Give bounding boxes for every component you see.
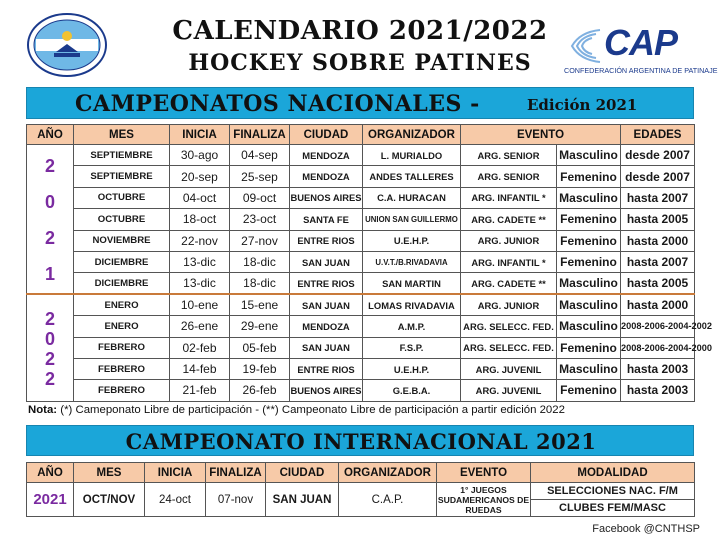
cell-inicia: 26-ene xyxy=(170,316,230,337)
cell-edades: hasta 2000 xyxy=(621,294,695,315)
table-row xyxy=(27,187,695,208)
cell-finaliza: 07-nov xyxy=(206,483,266,517)
cell-mes: DICIEMBRE xyxy=(74,273,170,294)
col-evento: EVENTO xyxy=(437,463,531,483)
cell-mes: OCT/NOV xyxy=(74,483,145,517)
cell-inicia: 14-feb xyxy=(170,358,230,379)
cell-edades: 2008-2006-2004-2002 xyxy=(621,316,695,337)
cell-evento: ARG. JUNIOR xyxy=(461,230,557,251)
cell-ciudad: MENDOZA xyxy=(290,316,363,337)
cell-evento: ARG. SELECC. FED. xyxy=(461,316,557,337)
col-inicia: INICIA xyxy=(170,125,230,145)
cell-finaliza: 27-nov xyxy=(230,230,290,251)
cell-evento: ARG. SELECC. FED. xyxy=(461,337,557,358)
cell-organizador: C.A. HURACAN xyxy=(363,187,461,208)
cell-genero: Masculino xyxy=(557,187,621,208)
cell-ciudad: BUENOS AIRES xyxy=(290,187,363,208)
cell-genero: Masculino xyxy=(557,294,621,315)
col-edades: EDADES xyxy=(621,125,695,145)
cell-inicia: 13-dic xyxy=(170,273,230,294)
cell-ciudad: ENTRE RIOS xyxy=(290,358,363,379)
cell-inicia: 21-feb xyxy=(170,380,230,401)
cell-finaliza: 19-feb xyxy=(230,358,290,379)
cell-edades: desde 2007 xyxy=(621,145,695,166)
col-inicia: INICIA xyxy=(145,463,206,483)
cell-inicia: 18-oct xyxy=(170,209,230,230)
year-digit: 0 xyxy=(44,192,55,213)
year-digit: 2 xyxy=(44,308,55,329)
cell-evento: ARG. JUNIOR xyxy=(461,294,557,315)
year-2021-label xyxy=(27,145,74,295)
cell-mes: FEBRERO xyxy=(74,358,170,379)
cell-edades: hasta 2005 xyxy=(621,209,695,230)
cell-inicia: 22-nov xyxy=(170,230,230,251)
cell-finaliza: 09-oct xyxy=(230,187,290,208)
cell-genero: Femenino xyxy=(557,251,621,272)
cell-genero: Femenino xyxy=(557,166,621,187)
cell-evento: ARG. JUVENIL xyxy=(461,358,557,379)
cap-lines-icon xyxy=(560,24,606,68)
facebook-credit: Facebook @CNTHSP xyxy=(592,523,700,535)
cell-edades: 2008-2006-2004-2000 xyxy=(621,337,695,358)
cell-genero: Masculino xyxy=(557,145,621,166)
cell-anio: 2021 xyxy=(27,483,74,517)
cell-ciudad: ENTRE RIOS xyxy=(290,273,363,294)
internacional-banner-title: CAMPEONATO INTERNACIONAL 2021 xyxy=(125,429,597,454)
cell-organizador: U.E.H.P. xyxy=(363,358,461,379)
cell-mes: FEBRERO xyxy=(74,337,170,358)
table-header-row xyxy=(27,125,695,145)
col-ciudad: CIUDAD xyxy=(290,125,363,145)
table-header-row xyxy=(27,463,695,483)
cell-ciudad: MENDOZA xyxy=(290,166,363,187)
cell-genero: Femenino xyxy=(557,337,621,358)
cell-evento: ARG. SENIOR xyxy=(461,166,557,187)
cell-genero: Masculino xyxy=(557,273,621,294)
cell-organizador: SAN MARTIN xyxy=(363,273,461,294)
cell-ciudad: SAN JUAN xyxy=(290,294,363,315)
table-row xyxy=(27,145,695,166)
cell-mes: ENERO xyxy=(74,294,170,315)
cell-modalidad-1: SELECCIONES NAC. F/M xyxy=(531,483,695,500)
internacional-banner xyxy=(26,425,694,456)
year-digit: 2 xyxy=(44,228,55,249)
col-organizador: ORGANIZADOR xyxy=(363,125,461,145)
cell-organizador: A.M.P. xyxy=(363,316,461,337)
table-row xyxy=(27,483,695,500)
cell-evento: ARG. JUVENIL xyxy=(461,380,557,401)
cell-edades: hasta 2000 xyxy=(621,230,695,251)
col-modalidad: MODALIDAD xyxy=(531,463,695,483)
cell-inicia: 02-feb xyxy=(170,337,230,358)
cell-mes: OCTUBRE xyxy=(74,209,170,230)
calendar-subtitle: HOCKEY SOBRE PATINES xyxy=(188,50,532,76)
cell-organizador: UNION SAN GUILLERMO xyxy=(363,209,461,230)
col-organizador: ORGANIZADOR xyxy=(339,463,437,483)
cell-genero: Femenino xyxy=(557,230,621,251)
cap-logo xyxy=(560,20,720,80)
col-finaliza: FINALIZA xyxy=(230,125,290,145)
table-row xyxy=(27,230,695,251)
cell-genero: Femenino xyxy=(557,380,621,401)
calendar-title: CALENDARIO 2021/2022 xyxy=(172,16,548,46)
cell-organizador: ANDES TALLERES xyxy=(363,166,461,187)
footnote-label: Nota: xyxy=(28,404,58,416)
table-row xyxy=(27,273,695,294)
cell-inicia: 24-oct xyxy=(145,483,206,517)
cell-evento: ARG. CADETE ** xyxy=(461,209,557,230)
cell-evento: ARG. CADETE ** xyxy=(461,273,557,294)
cell-ciudad: MENDOZA xyxy=(290,145,363,166)
cell-genero: Masculino xyxy=(557,316,621,337)
cell-mes: SEPTIEMBRE xyxy=(74,166,170,187)
year-digit: 1 xyxy=(44,264,55,285)
cnt-seal-logo xyxy=(26,12,108,78)
cell-edades: hasta 2003 xyxy=(621,380,695,401)
cell-evento: ARG. INFANTIL * xyxy=(461,251,557,272)
nacionales-banner xyxy=(26,87,694,119)
cell-evento: 1° JUEGOS SUDAMERICANOS DE RUEDAS xyxy=(437,484,530,515)
cell-finaliza: 18-dic xyxy=(230,251,290,272)
cell-inicia: 04-oct xyxy=(170,187,230,208)
cell-evento: ARG. SENIOR xyxy=(461,145,557,166)
cell-ciudad: SAN JUAN xyxy=(266,483,339,517)
page-header xyxy=(0,0,720,84)
cell-genero: Masculino xyxy=(557,358,621,379)
cell-mes: SEPTIEMBRE xyxy=(74,145,170,166)
cell-ciudad: SAN JUAN xyxy=(290,337,363,358)
nacionales-banner-edition: Edición 2021 xyxy=(527,96,638,114)
nacionales-table xyxy=(26,124,712,402)
cell-edades: hasta 2007 xyxy=(621,251,695,272)
year-digit: 2 xyxy=(44,156,55,177)
cell-mes: DICIEMBRE xyxy=(74,251,170,272)
cell-organizador: U.V.T./B.RIVADAVIA xyxy=(363,251,461,272)
cell-finaliza: 05-feb xyxy=(230,337,290,358)
table-row xyxy=(27,380,695,401)
year-digit: 2 xyxy=(44,368,55,389)
cell-ciudad: BUENOS AIRES xyxy=(290,380,363,401)
cell-finaliza: 25-sep xyxy=(230,166,290,187)
cell-organizador: G.E.B.A. xyxy=(363,380,461,401)
cell-mes: ENERO xyxy=(74,316,170,337)
cell-organizador: F.S.P. xyxy=(363,337,461,358)
table-row xyxy=(27,209,695,230)
cap-logo-subtitle: CONFEDERACIÓN ARGENTINA DE PATINAJE xyxy=(564,66,718,75)
table-row xyxy=(27,251,695,272)
cell-edades: hasta 2005 xyxy=(621,273,695,294)
table-row xyxy=(27,316,695,337)
year-2022-label xyxy=(27,294,74,401)
cell-organizador: C.A.P. xyxy=(339,483,437,517)
internacional-table xyxy=(26,462,695,517)
col-evento: EVENTO xyxy=(461,125,621,145)
cell-finaliza: 18-dic xyxy=(230,273,290,294)
cell-finaliza: 29-ene xyxy=(230,316,290,337)
table-row xyxy=(27,337,695,358)
col-anio: AÑO xyxy=(27,463,74,483)
cell-ciudad: SAN JUAN xyxy=(290,251,363,272)
cell-modalidad-2: CLUBES FEM/MASC xyxy=(531,500,695,517)
table-row xyxy=(27,294,695,315)
cell-finaliza: 15-ene xyxy=(230,294,290,315)
cell-mes: OCTUBRE xyxy=(74,187,170,208)
cell-finaliza: 23-oct xyxy=(230,209,290,230)
cell-ciudad: SANTA FE xyxy=(290,209,363,230)
cell-mes: FEBRERO xyxy=(74,380,170,401)
col-finaliza: FINALIZA xyxy=(206,463,266,483)
col-mes: MES xyxy=(74,125,170,145)
cell-edades: hasta 2003 xyxy=(621,358,695,379)
col-ciudad: CIUDAD xyxy=(266,463,339,483)
year-digit: 0 xyxy=(44,328,55,349)
cell-finaliza: 26-feb xyxy=(230,380,290,401)
cell-genero: Femenino xyxy=(557,209,621,230)
cell-evento: ARG. INFANTIL * xyxy=(461,187,557,208)
cell-finaliza: 04-sep xyxy=(230,145,290,166)
cell-edades: hasta 2007 xyxy=(621,187,695,208)
cell-inicia: 10-ene xyxy=(170,294,230,315)
year-digit: 2 xyxy=(44,348,55,369)
table-row xyxy=(27,358,695,379)
cell-ciudad: ENTRE RIOS xyxy=(290,230,363,251)
cell-organizador: U.E.H.P. xyxy=(363,230,461,251)
table-row xyxy=(27,166,695,187)
cell-inicia: 30-ago xyxy=(170,145,230,166)
cell-mes: NOVIEMBRE xyxy=(74,230,170,251)
nacionales-banner-title: CAMPEONATOS NACIONALES - xyxy=(75,91,480,117)
cell-inicia: 13-dic xyxy=(170,251,230,272)
cell-organizador: L. MURIALDO xyxy=(363,145,461,166)
cell-inicia: 20-sep xyxy=(170,166,230,187)
col-mes: MES xyxy=(74,463,145,483)
col-anio: AÑO xyxy=(27,125,74,145)
cap-logo-text: CAP xyxy=(604,22,678,63)
footnote-text: (*) Cameponato Libre de participación - (**) Campeonato Libre de participación a partir edición 2022 xyxy=(60,404,565,416)
cell-organizador: LOMAS RIVADAVIA xyxy=(363,294,461,315)
cell-edades: desde 2007 xyxy=(621,166,695,187)
footnote xyxy=(28,404,565,416)
